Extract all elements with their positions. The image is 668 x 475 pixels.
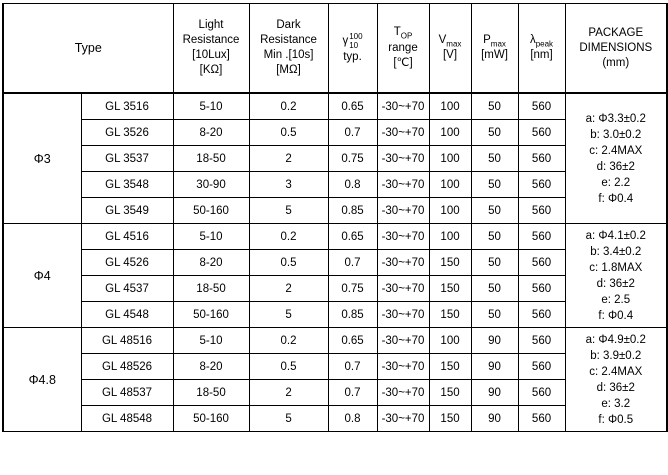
cell-dark-resistance: 0.5 <box>249 120 328 146</box>
header-gamma <box>328 4 377 94</box>
cell-light-resistance: 5-10 <box>173 224 249 250</box>
header-dark-resistance <box>249 4 328 94</box>
group-label-phi4: Φ4 <box>3 224 81 328</box>
cell-pmax: 50 <box>471 302 518 328</box>
pkg-line-d: d: 36±2 <box>596 381 635 394</box>
cell-type: GL 3548 <box>81 172 173 198</box>
pkg-line-c: c: 2.4MAX <box>589 365 643 378</box>
cell-lpeak: 560 <box>518 93 565 120</box>
pkg-line-f: f: Φ0.4 <box>598 309 634 322</box>
package-dimensions-phi3 <box>565 93 667 224</box>
cell-light-resistance: 50-160 <box>173 302 249 328</box>
cell-light-resistance: 8-20 <box>173 120 249 146</box>
cell-lpeak: 560 <box>518 302 565 328</box>
header-lpeak-symbol: λ <box>529 33 536 46</box>
cell-light-resistance: 30-90 <box>173 172 249 198</box>
header-vmax-symbol: V <box>438 33 447 46</box>
cell-dark-resistance: 0.5 <box>249 250 328 276</box>
cell-vmax: 150 <box>429 380 471 406</box>
header-dark-line3: Min .[10s] <box>263 49 314 61</box>
cell-light-resistance: 18-50 <box>173 276 249 302</box>
cell-vmax: 100 <box>429 146 471 172</box>
pkg-line-f: f: Φ0.4 <box>598 192 634 205</box>
cell-vmax: 100 <box>429 172 471 198</box>
pkg-line-e: e: 2.2 <box>601 176 631 189</box>
photoresistor-spec-table <box>2 3 668 432</box>
cell-dark-resistance: 2 <box>249 276 328 302</box>
header-dark-line1: Dark <box>276 19 301 31</box>
group-label-phi48: Φ4.8 <box>3 328 81 432</box>
cell-top-range: -30~+70 <box>377 354 429 380</box>
pkg-line-b: b: 3.4±0.2 <box>590 245 642 258</box>
cell-vmax: 100 <box>429 224 471 250</box>
cell-lpeak: 560 <box>518 354 565 380</box>
cell-top-range: -30~+70 <box>377 120 429 146</box>
cell-top-range: -30~+70 <box>377 224 429 250</box>
cell-vmax: 150 <box>429 406 471 432</box>
cell-type: GL 48537 <box>81 380 173 406</box>
table-row <box>3 328 667 354</box>
header-top-sub: OP <box>400 31 413 41</box>
header-package-line1: PACKAGE <box>588 26 644 39</box>
header-pmax-unit: [mW] <box>481 49 508 62</box>
cell-dark-resistance: 5 <box>249 406 328 432</box>
cell-vmax: 100 <box>429 198 471 224</box>
cell-vmax: 150 <box>429 302 471 328</box>
header-vmax <box>429 4 471 94</box>
pkg-line-c: c: 1.8MAX <box>589 261 643 274</box>
cell-pmax: 90 <box>471 354 518 380</box>
cell-vmax: 100 <box>429 328 471 354</box>
cell-type: GL 48526 <box>81 354 173 380</box>
package-dimensions-phi4 <box>565 224 667 328</box>
cell-lpeak: 560 <box>518 198 565 224</box>
cell-top-range: -30~+70 <box>377 302 429 328</box>
cell-vmax: 100 <box>429 120 471 146</box>
header-gamma-note: typ. <box>343 50 362 63</box>
header-dark-line4: [MΩ] <box>276 64 301 76</box>
cell-lpeak: 560 <box>518 224 565 250</box>
cell-lpeak: 560 <box>518 328 565 354</box>
pkg-line-d: d: 36±2 <box>596 277 635 290</box>
cell-type: GL 3549 <box>81 198 173 224</box>
header-package-line2: DIMENSIONS <box>579 41 653 54</box>
pkg-line-a: a: Φ4.1±0.2 <box>585 229 646 242</box>
pkg-line-a: a: Φ3.3±0.2 <box>585 112 646 125</box>
pkg-line-f: f: Φ0.5 <box>598 413 634 426</box>
cell-pmax: 50 <box>471 120 518 146</box>
cell-pmax: 50 <box>471 250 518 276</box>
cell-dark-resistance: 3 <box>249 172 328 198</box>
cell-gamma: 0.85 <box>328 198 377 224</box>
header-lpeak-unit: [nm] <box>530 49 553 62</box>
cell-type: GL 3537 <box>81 146 173 172</box>
header-package <box>565 4 667 94</box>
cell-light-resistance: 50-160 <box>173 406 249 432</box>
cell-type: GL 4537 <box>81 276 173 302</box>
cell-gamma: 0.7 <box>328 120 377 146</box>
cell-gamma: 0.8 <box>328 172 377 198</box>
cell-type: GL 4548 <box>81 302 173 328</box>
header-pmax-symbol: P <box>483 33 491 46</box>
cell-gamma: 0.85 <box>328 302 377 328</box>
pkg-line-c: c: 2.4MAX <box>589 144 643 157</box>
cell-type: GL 4516 <box>81 224 173 250</box>
cell-gamma: 0.65 <box>328 224 377 250</box>
cell-dark-resistance: 2 <box>249 380 328 406</box>
header-gamma-exponents <box>349 32 362 50</box>
cell-type: GL 3516 <box>81 93 173 120</box>
cell-gamma: 0.7 <box>328 354 377 380</box>
header-gamma-symbol: γ <box>342 34 349 47</box>
cell-top-range: -30~+70 <box>377 198 429 224</box>
table-row <box>3 93 667 120</box>
cell-pmax: 50 <box>471 172 518 198</box>
cell-light-resistance: 8-20 <box>173 250 249 276</box>
cell-vmax: 100 <box>429 93 471 120</box>
cell-top-range: -30~+70 <box>377 172 429 198</box>
cell-dark-resistance: 5 <box>249 198 328 224</box>
header-lpeak <box>518 4 565 94</box>
cell-gamma: 0.65 <box>328 328 377 354</box>
header-dark-line2: Resistance <box>260 34 317 46</box>
cell-gamma: 0.75 <box>328 146 377 172</box>
cell-dark-resistance: 5 <box>249 302 328 328</box>
header-vmax-unit: [V] <box>442 49 458 62</box>
header-top <box>377 4 429 94</box>
header-pmax <box>471 4 518 94</box>
cell-dark-resistance: 0.5 <box>249 354 328 380</box>
header-pmax-symbol-row <box>472 33 518 48</box>
cell-pmax: 90 <box>471 406 518 432</box>
cell-top-range: -30~+70 <box>377 276 429 302</box>
cell-gamma: 0.7 <box>328 380 377 406</box>
cell-dark-resistance: 0.2 <box>249 328 328 354</box>
header-top-symbol-row <box>378 25 429 40</box>
cell-pmax: 50 <box>471 146 518 172</box>
table-body <box>3 93 667 432</box>
header-top-unit: [℃] <box>393 56 413 69</box>
header-gamma-symbol-row <box>329 32 377 50</box>
cell-top-range: -30~+70 <box>377 146 429 172</box>
cell-lpeak: 560 <box>518 380 565 406</box>
pkg-line-e: e: 2.5 <box>601 293 631 306</box>
header-top-line2: range <box>388 41 418 54</box>
pkg-line-e: e: 3.2 <box>601 397 631 410</box>
table-header <box>3 4 667 94</box>
cell-lpeak: 560 <box>518 146 565 172</box>
header-light-line1: Light <box>198 19 224 31</box>
cell-lpeak: 560 <box>518 276 565 302</box>
spec-sheet <box>0 3 668 475</box>
header-gamma-sub: 10 <box>349 40 359 50</box>
cell-gamma: 0.8 <box>328 406 377 432</box>
cell-type: GL 48548 <box>81 406 173 432</box>
cell-pmax: 50 <box>471 198 518 224</box>
cell-dark-resistance: 0.2 <box>249 224 328 250</box>
group-label-phi3: Φ3 <box>3 93 81 224</box>
cell-lpeak: 560 <box>518 172 565 198</box>
pkg-line-d: d: 36±2 <box>596 160 635 173</box>
header-light-line2: Resistance <box>182 34 240 46</box>
cell-light-resistance: 18-50 <box>173 380 249 406</box>
cell-dark-resistance: 0.2 <box>249 93 328 120</box>
cell-vmax: 150 <box>429 250 471 276</box>
header-gamma-sup: 100 <box>349 31 363 41</box>
cell-vmax: 150 <box>429 354 471 380</box>
cell-type: GL 3526 <box>81 120 173 146</box>
cell-type: GL 48516 <box>81 328 173 354</box>
header-package-line3: (mm) <box>602 56 630 69</box>
cell-dark-resistance: 2 <box>249 146 328 172</box>
header-row <box>3 4 667 94</box>
table-row <box>3 224 667 250</box>
cell-top-range: -30~+70 <box>377 250 429 276</box>
cell-top-range: -30~+70 <box>377 93 429 120</box>
pkg-line-a: a: Φ4.9±0.2 <box>585 333 646 346</box>
header-light-resistance <box>173 4 249 94</box>
cell-lpeak: 560 <box>518 120 565 146</box>
cell-lpeak: 560 <box>518 250 565 276</box>
cell-light-resistance: 50-160 <box>173 198 249 224</box>
cell-top-range: -30~+70 <box>377 328 429 354</box>
pkg-line-b: b: 3.0±0.2 <box>590 128 642 141</box>
cell-pmax: 90 <box>471 380 518 406</box>
header-light-line4: [KΩ] <box>199 64 223 76</box>
cell-pmax: 90 <box>471 328 518 354</box>
cell-lpeak: 560 <box>518 406 565 432</box>
cell-pmax: 50 <box>471 93 518 120</box>
header-pmax-sub: max <box>490 39 506 49</box>
header-light-line3: [10Lux] <box>192 49 230 61</box>
cell-pmax: 50 <box>471 276 518 302</box>
cell-light-resistance: 5-10 <box>173 93 249 120</box>
header-vmax-symbol-row <box>430 33 471 48</box>
cell-top-range: -30~+70 <box>377 406 429 432</box>
header-lpeak-sub: peak <box>535 39 554 49</box>
cell-gamma: 0.7 <box>328 250 377 276</box>
cell-type: GL 4526 <box>81 250 173 276</box>
header-type: Type <box>3 4 173 94</box>
cell-gamma: 0.65 <box>328 93 377 120</box>
pkg-line-b: b: 3.9±0.2 <box>590 349 642 362</box>
cell-gamma: 0.75 <box>328 276 377 302</box>
header-vmax-sub: max <box>446 39 462 49</box>
header-lpeak-symbol-row <box>519 33 565 48</box>
cell-top-range: -30~+70 <box>377 380 429 406</box>
cell-light-resistance: 18-50 <box>173 146 249 172</box>
cell-vmax: 150 <box>429 276 471 302</box>
package-dimensions-phi48 <box>565 328 667 432</box>
cell-pmax: 50 <box>471 224 518 250</box>
header-top-symbol: T <box>393 26 401 39</box>
cell-light-resistance: 8-20 <box>173 354 249 380</box>
cell-light-resistance: 5-10 <box>173 328 249 354</box>
